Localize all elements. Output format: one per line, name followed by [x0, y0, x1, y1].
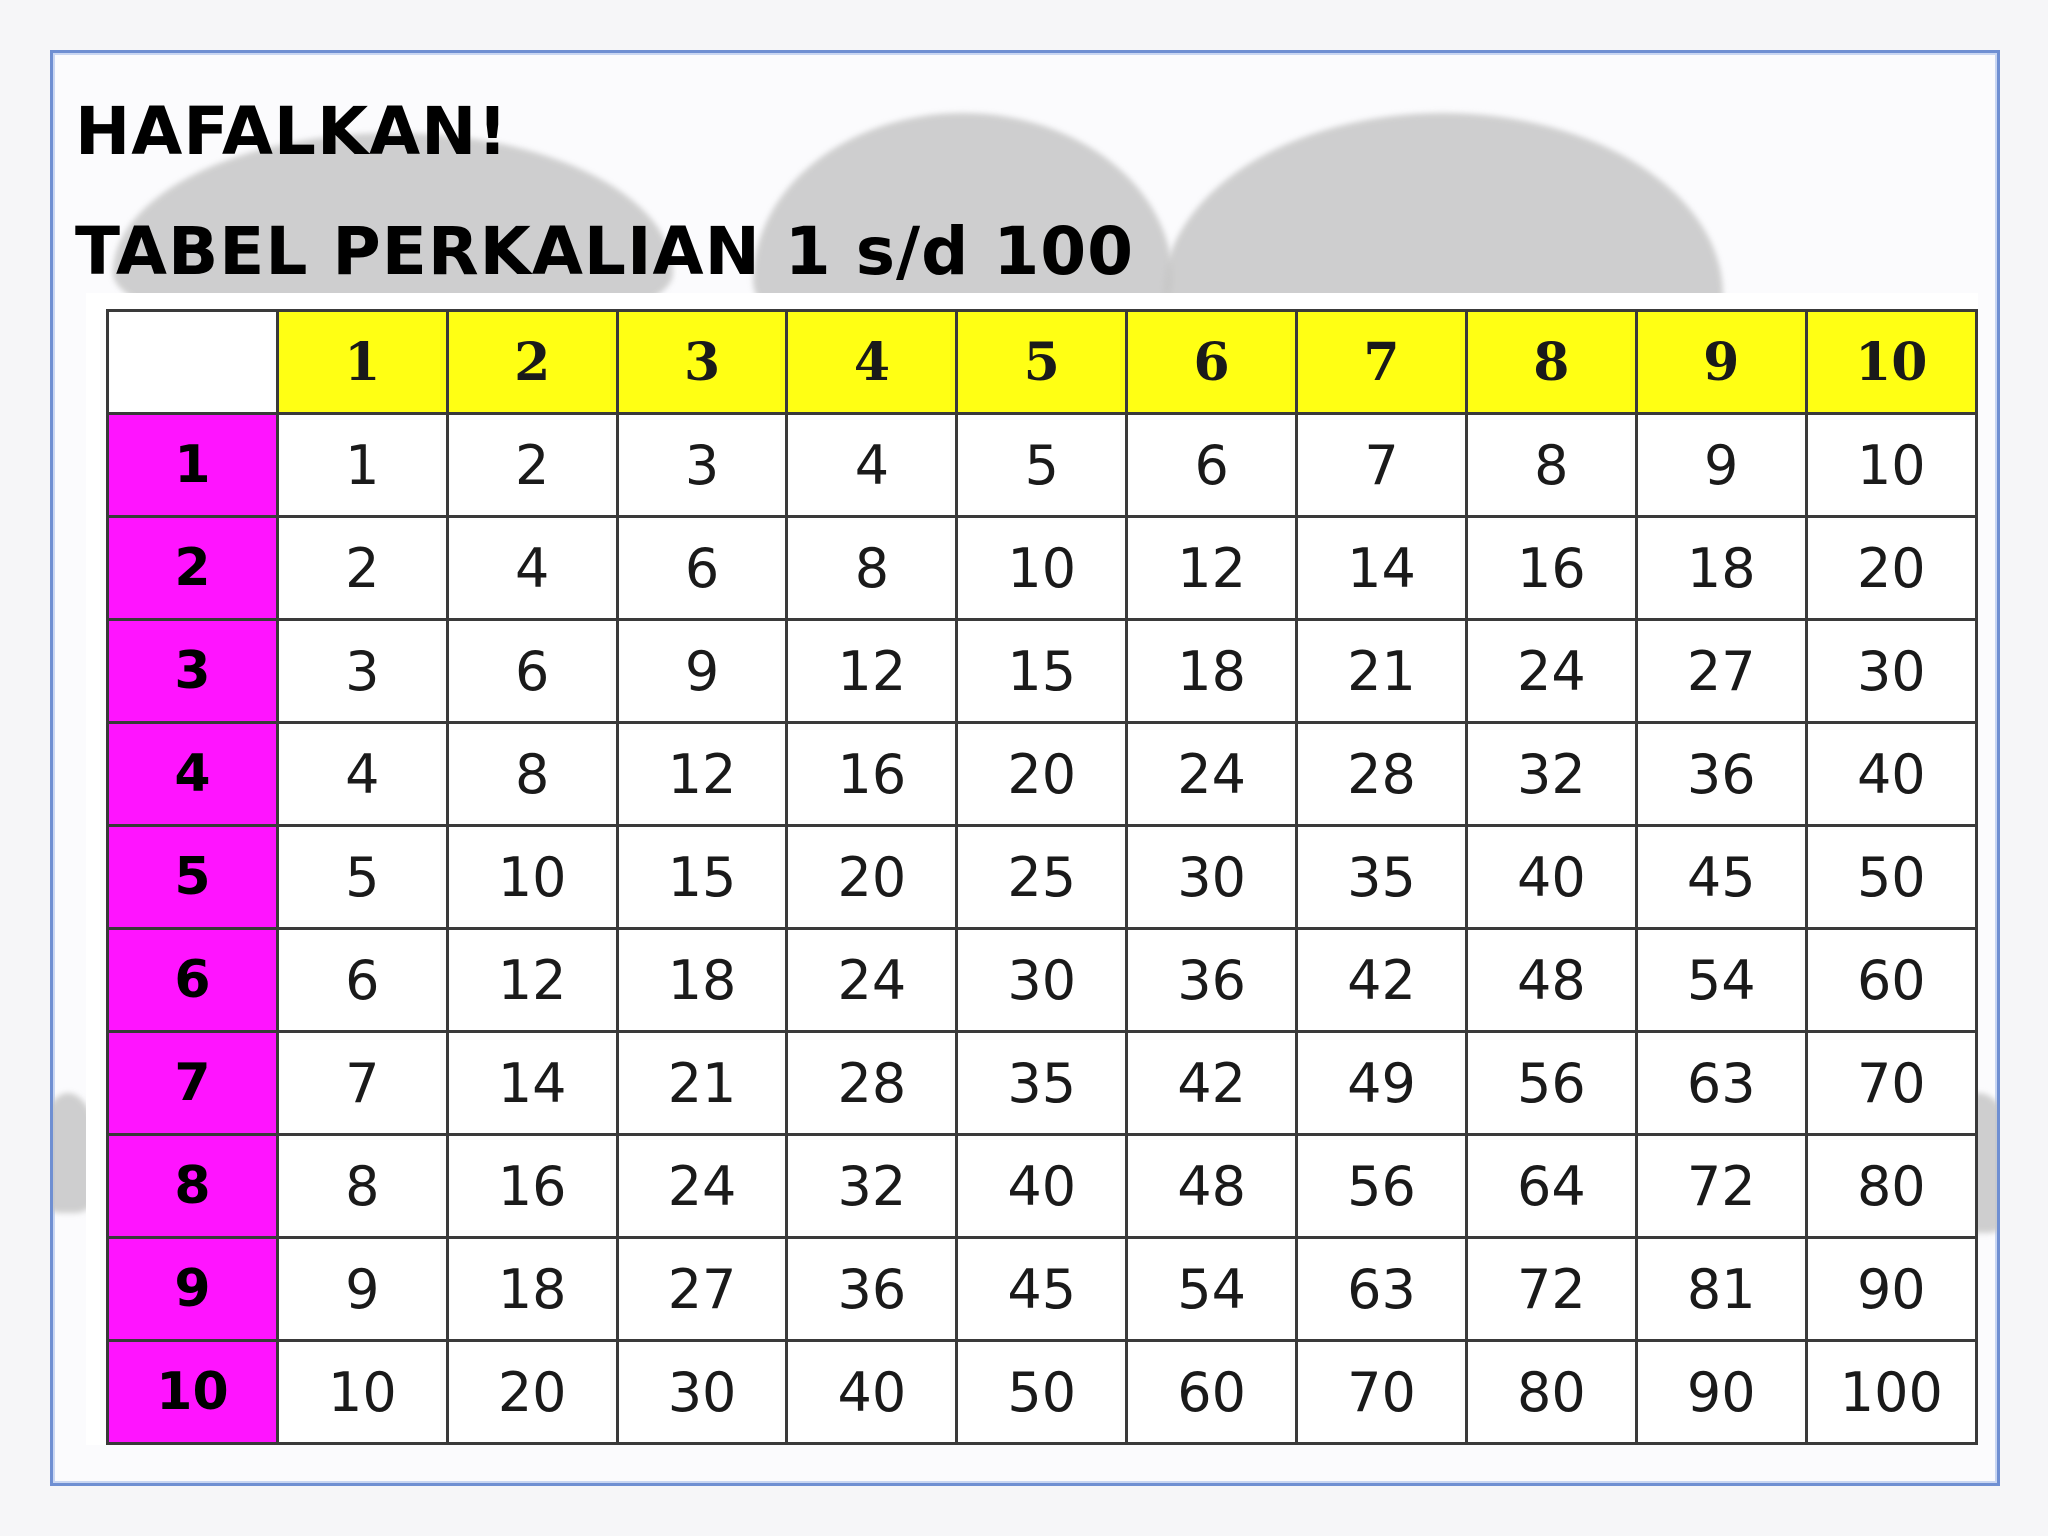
- table-row: [108, 1238, 1977, 1341]
- product-cell: 24: [1127, 723, 1297, 826]
- column-header-9: 9: [1636, 311, 1806, 414]
- column-header-6: 6: [1127, 311, 1297, 414]
- product-cell: 50: [1806, 826, 1976, 929]
- column-header-7: 7: [1297, 311, 1467, 414]
- corner-cell: [108, 311, 278, 414]
- product-cell: 18: [1127, 620, 1297, 723]
- product-cell: 45: [957, 1238, 1127, 1341]
- product-cell: 70: [1297, 1341, 1467, 1444]
- row-header-10: 10: [108, 1341, 278, 1444]
- heading-memorize: HAFALKAN!: [75, 93, 509, 170]
- product-cell: 10: [957, 517, 1127, 620]
- product-cell: 35: [1297, 826, 1467, 929]
- product-cell: 80: [1466, 1341, 1636, 1444]
- row-header-8: 8: [108, 1135, 278, 1238]
- table-row: [108, 1135, 1977, 1238]
- product-cell: 6: [447, 620, 617, 723]
- product-cell: 40: [1466, 826, 1636, 929]
- product-cell: 25: [957, 826, 1127, 929]
- product-cell: 48: [1127, 1135, 1297, 1238]
- product-cell: 18: [1636, 517, 1806, 620]
- product-cell: 24: [617, 1135, 787, 1238]
- product-cell: 2: [447, 414, 617, 517]
- product-cell: 24: [1466, 620, 1636, 723]
- product-cell: 27: [1636, 620, 1806, 723]
- column-header-1: 1: [277, 311, 447, 414]
- table-row: [108, 826, 1977, 929]
- product-cell: 9: [1636, 414, 1806, 517]
- product-cell: 1: [277, 414, 447, 517]
- product-cell: 30: [1806, 620, 1976, 723]
- product-cell: 50: [957, 1341, 1127, 1444]
- product-cell: 30: [617, 1341, 787, 1444]
- table-row: [108, 723, 1977, 826]
- heading-table-title: TABEL PERKALIAN 1 s/d 100: [75, 213, 1135, 290]
- product-cell: 49: [1297, 1032, 1467, 1135]
- product-cell: 18: [617, 929, 787, 1032]
- product-cell: 90: [1636, 1341, 1806, 1444]
- product-cell: 4: [277, 723, 447, 826]
- product-cell: 20: [787, 826, 957, 929]
- product-cell: 18: [447, 1238, 617, 1341]
- product-cell: 40: [787, 1341, 957, 1444]
- product-cell: 45: [1636, 826, 1806, 929]
- product-cell: 72: [1466, 1238, 1636, 1341]
- product-cell: 3: [277, 620, 447, 723]
- product-cell: 30: [957, 929, 1127, 1032]
- product-cell: 10: [447, 826, 617, 929]
- product-cell: 35: [957, 1032, 1127, 1135]
- product-cell: 12: [447, 929, 617, 1032]
- multiplication-table: [106, 309, 1978, 1445]
- column-header-2: 2: [447, 311, 617, 414]
- table-row: [108, 517, 1977, 620]
- product-cell: 60: [1127, 1341, 1297, 1444]
- product-cell: 12: [1127, 517, 1297, 620]
- product-cell: 80: [1806, 1135, 1976, 1238]
- product-cell: 36: [1636, 723, 1806, 826]
- product-cell: 20: [447, 1341, 617, 1444]
- row-header-6: 6: [108, 929, 278, 1032]
- product-cell: 28: [1297, 723, 1467, 826]
- product-cell: 100: [1806, 1341, 1976, 1444]
- product-cell: 12: [787, 620, 957, 723]
- table-row: [108, 1341, 1977, 1444]
- product-cell: 9: [277, 1238, 447, 1341]
- product-cell: 48: [1466, 929, 1636, 1032]
- product-cell: 10: [1806, 414, 1976, 517]
- product-cell: 7: [277, 1032, 447, 1135]
- product-cell: 4: [787, 414, 957, 517]
- product-cell: 10: [277, 1341, 447, 1444]
- multiplication-table-panel: [86, 293, 1978, 1445]
- product-cell: 2: [277, 517, 447, 620]
- row-header-7: 7: [108, 1032, 278, 1135]
- product-cell: 15: [957, 620, 1127, 723]
- table-row: [108, 414, 1977, 517]
- column-header-3: 3: [617, 311, 787, 414]
- product-cell: 8: [1466, 414, 1636, 517]
- product-cell: 56: [1297, 1135, 1467, 1238]
- product-cell: 16: [447, 1135, 617, 1238]
- table-row: [108, 1032, 1977, 1135]
- product-cell: 54: [1636, 929, 1806, 1032]
- product-cell: 36: [1127, 929, 1297, 1032]
- product-cell: 6: [1127, 414, 1297, 517]
- product-cell: 60: [1806, 929, 1976, 1032]
- product-cell: 40: [957, 1135, 1127, 1238]
- row-header-4: 4: [108, 723, 278, 826]
- product-cell: 32: [787, 1135, 957, 1238]
- row-header-5: 5: [108, 826, 278, 929]
- product-cell: 5: [277, 826, 447, 929]
- product-cell: 8: [787, 517, 957, 620]
- product-cell: 12: [617, 723, 787, 826]
- product-cell: 6: [277, 929, 447, 1032]
- product-cell: 27: [617, 1238, 787, 1341]
- row-header-3: 3: [108, 620, 278, 723]
- product-cell: 8: [277, 1135, 447, 1238]
- product-cell: 8: [447, 723, 617, 826]
- product-cell: 16: [787, 723, 957, 826]
- product-cell: 20: [957, 723, 1127, 826]
- column-header-5: 5: [957, 311, 1127, 414]
- product-cell: 14: [447, 1032, 617, 1135]
- product-cell: 64: [1466, 1135, 1636, 1238]
- product-cell: 54: [1127, 1238, 1297, 1341]
- product-cell: 15: [617, 826, 787, 929]
- column-header-8: 8: [1466, 311, 1636, 414]
- product-cell: 16: [1466, 517, 1636, 620]
- product-cell: 70: [1806, 1032, 1976, 1135]
- product-cell: 42: [1127, 1032, 1297, 1135]
- product-cell: 63: [1297, 1238, 1467, 1341]
- column-header-10: 10: [1806, 311, 1976, 414]
- product-cell: 36: [787, 1238, 957, 1341]
- header-row: [108, 311, 1977, 414]
- table-row: [108, 620, 1977, 723]
- product-cell: 90: [1806, 1238, 1976, 1341]
- product-cell: 63: [1636, 1032, 1806, 1135]
- product-cell: 24: [787, 929, 957, 1032]
- product-cell: 21: [1297, 620, 1467, 723]
- product-cell: 5: [957, 414, 1127, 517]
- product-cell: 20: [1806, 517, 1976, 620]
- product-cell: 28: [787, 1032, 957, 1135]
- product-cell: 30: [1127, 826, 1297, 929]
- slide-frame: [50, 50, 2000, 1486]
- product-cell: 72: [1636, 1135, 1806, 1238]
- product-cell: 9: [617, 620, 787, 723]
- row-header-2: 2: [108, 517, 278, 620]
- product-cell: 32: [1466, 723, 1636, 826]
- product-cell: 4: [447, 517, 617, 620]
- product-cell: 21: [617, 1032, 787, 1135]
- product-cell: 7: [1297, 414, 1467, 517]
- product-cell: 6: [617, 517, 787, 620]
- product-cell: 3: [617, 414, 787, 517]
- column-header-4: 4: [787, 311, 957, 414]
- product-cell: 81: [1636, 1238, 1806, 1341]
- row-header-9: 9: [108, 1238, 278, 1341]
- product-cell: 40: [1806, 723, 1976, 826]
- product-cell: 56: [1466, 1032, 1636, 1135]
- table-row: [108, 929, 1977, 1032]
- product-cell: 14: [1297, 517, 1467, 620]
- row-header-1: 1: [108, 414, 278, 517]
- product-cell: 42: [1297, 929, 1467, 1032]
